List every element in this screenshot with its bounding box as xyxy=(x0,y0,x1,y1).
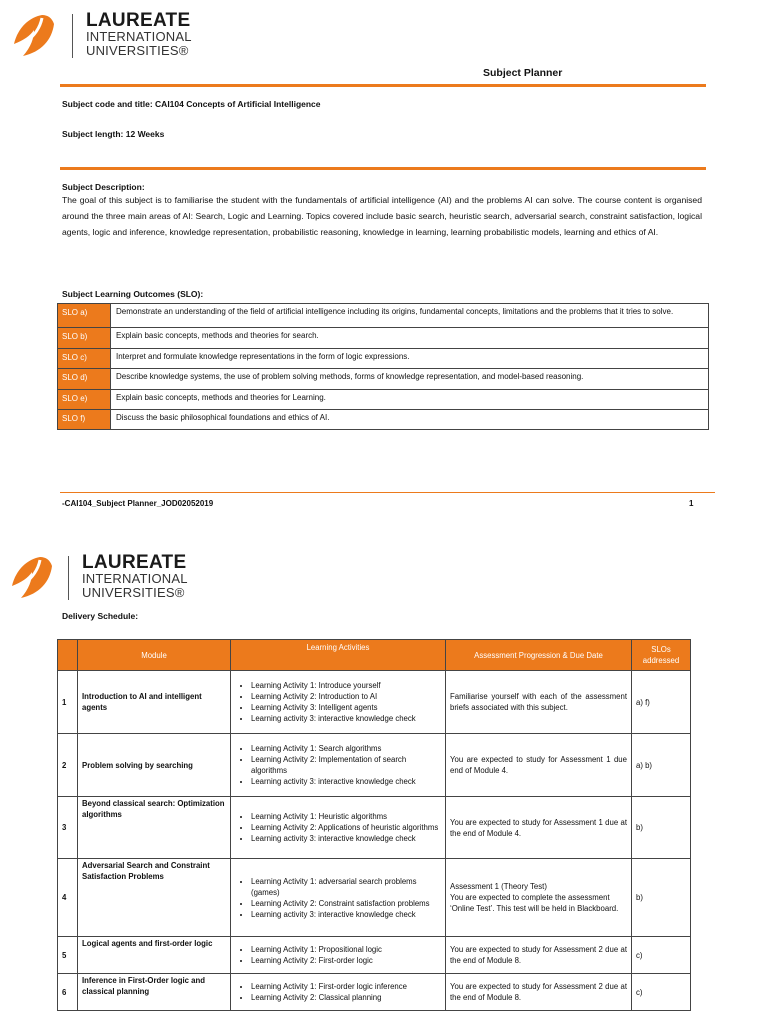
slos-cell: b) xyxy=(632,797,691,859)
slo-row xyxy=(58,328,709,349)
activities-cell xyxy=(231,937,446,974)
activity-item: • Learning Activity 2: First-order logic xyxy=(251,955,441,966)
module-name: Inference in First-Order logic and classical planning xyxy=(78,974,231,1011)
footer-doc-id: -CAI104_Subject Planner_JOD02052019 xyxy=(62,499,214,508)
activity-item: • Learning activity 3: interactive knowledge check xyxy=(251,909,441,920)
table-row xyxy=(58,797,691,859)
slo-text: Describe knowledge systems, the use of problem solving methods, forms of knowledge representation, and model-based reasoning. xyxy=(111,369,709,390)
assessment-cell xyxy=(446,974,632,1011)
slo-text: Demonstrate an understanding of the field of artificial intelligence including its origins, fundamental concepts, limitations and the problems that it tries to solve. xyxy=(111,304,709,328)
slos-cell: c) xyxy=(632,937,691,974)
row-number: 2 xyxy=(58,734,78,797)
slo-row xyxy=(58,369,709,390)
activity-item: • Learning activity 3: interactive knowledge check xyxy=(251,833,441,844)
activity-item: • Learning Activity 2: Implementation of search algorithms xyxy=(251,754,441,776)
module-name: Introduction to AI and intelligent agents xyxy=(78,671,231,734)
assessment-cell xyxy=(446,671,632,734)
assessment-text: Familiarise yourself with each of the assessment briefs associated with this subject. xyxy=(450,692,627,712)
logo-line-2: INTERNATIONAL xyxy=(86,29,192,44)
assessment-cell xyxy=(446,937,632,974)
activities-cell xyxy=(231,974,446,1011)
activity-item: • Learning Activity 3: Intelligent agents xyxy=(251,702,441,713)
header-activities: Learning Activities xyxy=(231,640,446,671)
slos-cell: b) xyxy=(632,859,691,937)
slo-table xyxy=(57,303,709,430)
subject-length: Subject length: 12 Weeks xyxy=(62,129,165,139)
table-row xyxy=(58,859,691,937)
slo-label: SLO b) xyxy=(58,328,111,349)
slo-row xyxy=(58,349,709,369)
slo-text: Explain basic concepts, methods and theories for Learning. xyxy=(111,390,709,410)
activity-item: • Learning Activity 2: Classical planning xyxy=(251,992,441,1003)
table-row xyxy=(58,734,691,797)
activities-cell xyxy=(231,797,446,859)
slos-cell: c) xyxy=(632,974,691,1011)
logo xyxy=(10,552,210,606)
row-number: 4 xyxy=(58,859,78,937)
row-number: 1 xyxy=(58,671,78,734)
activity-item: • Learning activity 3: interactive knowledge check xyxy=(251,776,441,787)
delivery-table xyxy=(57,639,691,1011)
slo-text: Discuss the basic philosophical foundations and ethics of AI. xyxy=(111,410,709,430)
logo-divider xyxy=(68,556,69,600)
activity-item: • Learning Activity 1: Introduce yourself xyxy=(251,680,441,691)
laureate-leaf-icon xyxy=(12,14,60,58)
slo-label: SLO d) xyxy=(58,369,111,390)
assessment-text: You are expected to study for Assessment 2 due at the end of Module 8. xyxy=(450,945,627,965)
logo-divider xyxy=(72,14,73,58)
assessment-text: You are expected to complete the assessment ‘Online Test’. This test will be held in Blackboard. xyxy=(450,893,619,913)
module-name: Adversarial Search and Constraint Satisfaction Problems xyxy=(78,859,231,937)
header-module: Module xyxy=(78,640,231,671)
page-title: Subject Planner xyxy=(483,67,563,79)
assessment-title: Assessment 1 (Theory Test) xyxy=(450,882,547,891)
slo-heading: Subject Learning Outcomes (SLO): xyxy=(62,289,204,299)
slos-cell: a) f) xyxy=(632,671,691,734)
activities-cell xyxy=(231,734,446,797)
slo-row xyxy=(58,390,709,410)
module-name: Problem solving by searching xyxy=(78,734,231,797)
logo-line-3: UNIVERSITIES® xyxy=(82,585,185,600)
slos-cell: a) b) xyxy=(632,734,691,797)
logo-line-1: LAUREATE xyxy=(82,552,187,573)
page-number: 1 xyxy=(689,499,694,508)
slo-label: SLO c) xyxy=(58,349,111,369)
slo-text: Interpret and formulate knowledge representations in the form of logic expressions. xyxy=(111,349,709,369)
logo xyxy=(12,10,212,64)
assessment-cell xyxy=(446,797,632,859)
assessment-text: You are expected to study for Assessment 1 due at the end of Module 4. xyxy=(450,817,627,838)
activities-cell xyxy=(231,671,446,734)
logo-line-1: LAUREATE xyxy=(86,10,191,31)
slo-row xyxy=(58,410,709,430)
row-number: 6 xyxy=(58,974,78,1011)
header-assessment: Assessment Progression & Due Date xyxy=(446,640,632,671)
module-name: Beyond classical search: Optimization algorithms xyxy=(78,797,231,859)
activity-item: • Learning Activity 1: Propositional logic xyxy=(251,944,441,955)
row-number: 5 xyxy=(58,937,78,974)
header-rule xyxy=(60,84,706,87)
laureate-leaf-icon xyxy=(10,556,58,600)
slo-row xyxy=(58,304,709,328)
subject-code-title: Subject code and title: CAI104 Concepts of Artificial Intelligence xyxy=(62,99,321,109)
activity-item: • Learning Activity 1: First-order logic inference xyxy=(251,981,441,992)
subject-description: The goal of this subject is to familiarise the student with the fundamentals of artificial intelligence (AI) and the problems AI can solve. The course content is organised around the three main areas of AI: Search, Logic and Learning. Topics covered include basic search, heuristic search, adversarial search, constraint satisfaction, logical agents, logic and inference, knowledge representation, probabilistic reasoning, knowledge in learning, learning probabilistic models, learning and ethics of AI. xyxy=(62,195,702,237)
row-number: 3 xyxy=(58,797,78,859)
slo-label: SLO f) xyxy=(58,410,111,430)
module-name: Logical agents and first-order logic xyxy=(78,937,231,974)
activity-item: • Learning Activity 1: adversarial search problems (games) xyxy=(251,876,441,898)
description-heading: Subject Description: xyxy=(62,182,145,192)
activity-item: • Learning Activity 2: Applications of heuristic algorithms xyxy=(251,822,441,833)
activity-item: • Learning Activity 2: Constraint satisfaction problems xyxy=(251,898,441,909)
header-slos: SLOs addressed xyxy=(632,640,691,671)
activities-cell xyxy=(231,859,446,937)
logo-line-2: INTERNATIONAL xyxy=(82,571,188,586)
table-header-row xyxy=(58,640,691,671)
assessment-text: You are expected to study for Assessment 1 due end of Module 4. xyxy=(450,755,627,775)
activity-item: • Learning Activity 2: Introduction to AI xyxy=(251,691,441,702)
slo-label: SLO e) xyxy=(58,390,111,410)
activity-item: • Learning Activity 1: Heuristic algorithms xyxy=(251,811,441,822)
section-rule xyxy=(60,167,706,170)
activity-item: • Learning Activity 1: Search algorithms xyxy=(251,743,441,754)
table-row xyxy=(58,974,691,1011)
logo-line-3: UNIVERSITIES® xyxy=(86,43,189,58)
activity-item: • Learning activity 3: interactive knowledge check xyxy=(251,713,441,724)
slo-text: Explain basic concepts, methods and theories for search. xyxy=(111,328,709,349)
assessment-cell xyxy=(446,734,632,797)
table-row xyxy=(58,671,691,734)
assessment-cell xyxy=(446,859,632,937)
assessment-text: You are expected to study for Assessment 2 due at the end of Module 8. xyxy=(450,982,627,1002)
header-num xyxy=(58,640,78,671)
table-row xyxy=(58,937,691,974)
footer-rule xyxy=(60,492,715,493)
slo-label: SLO a) xyxy=(58,304,111,328)
delivery-heading: Delivery Schedule: xyxy=(62,611,139,621)
